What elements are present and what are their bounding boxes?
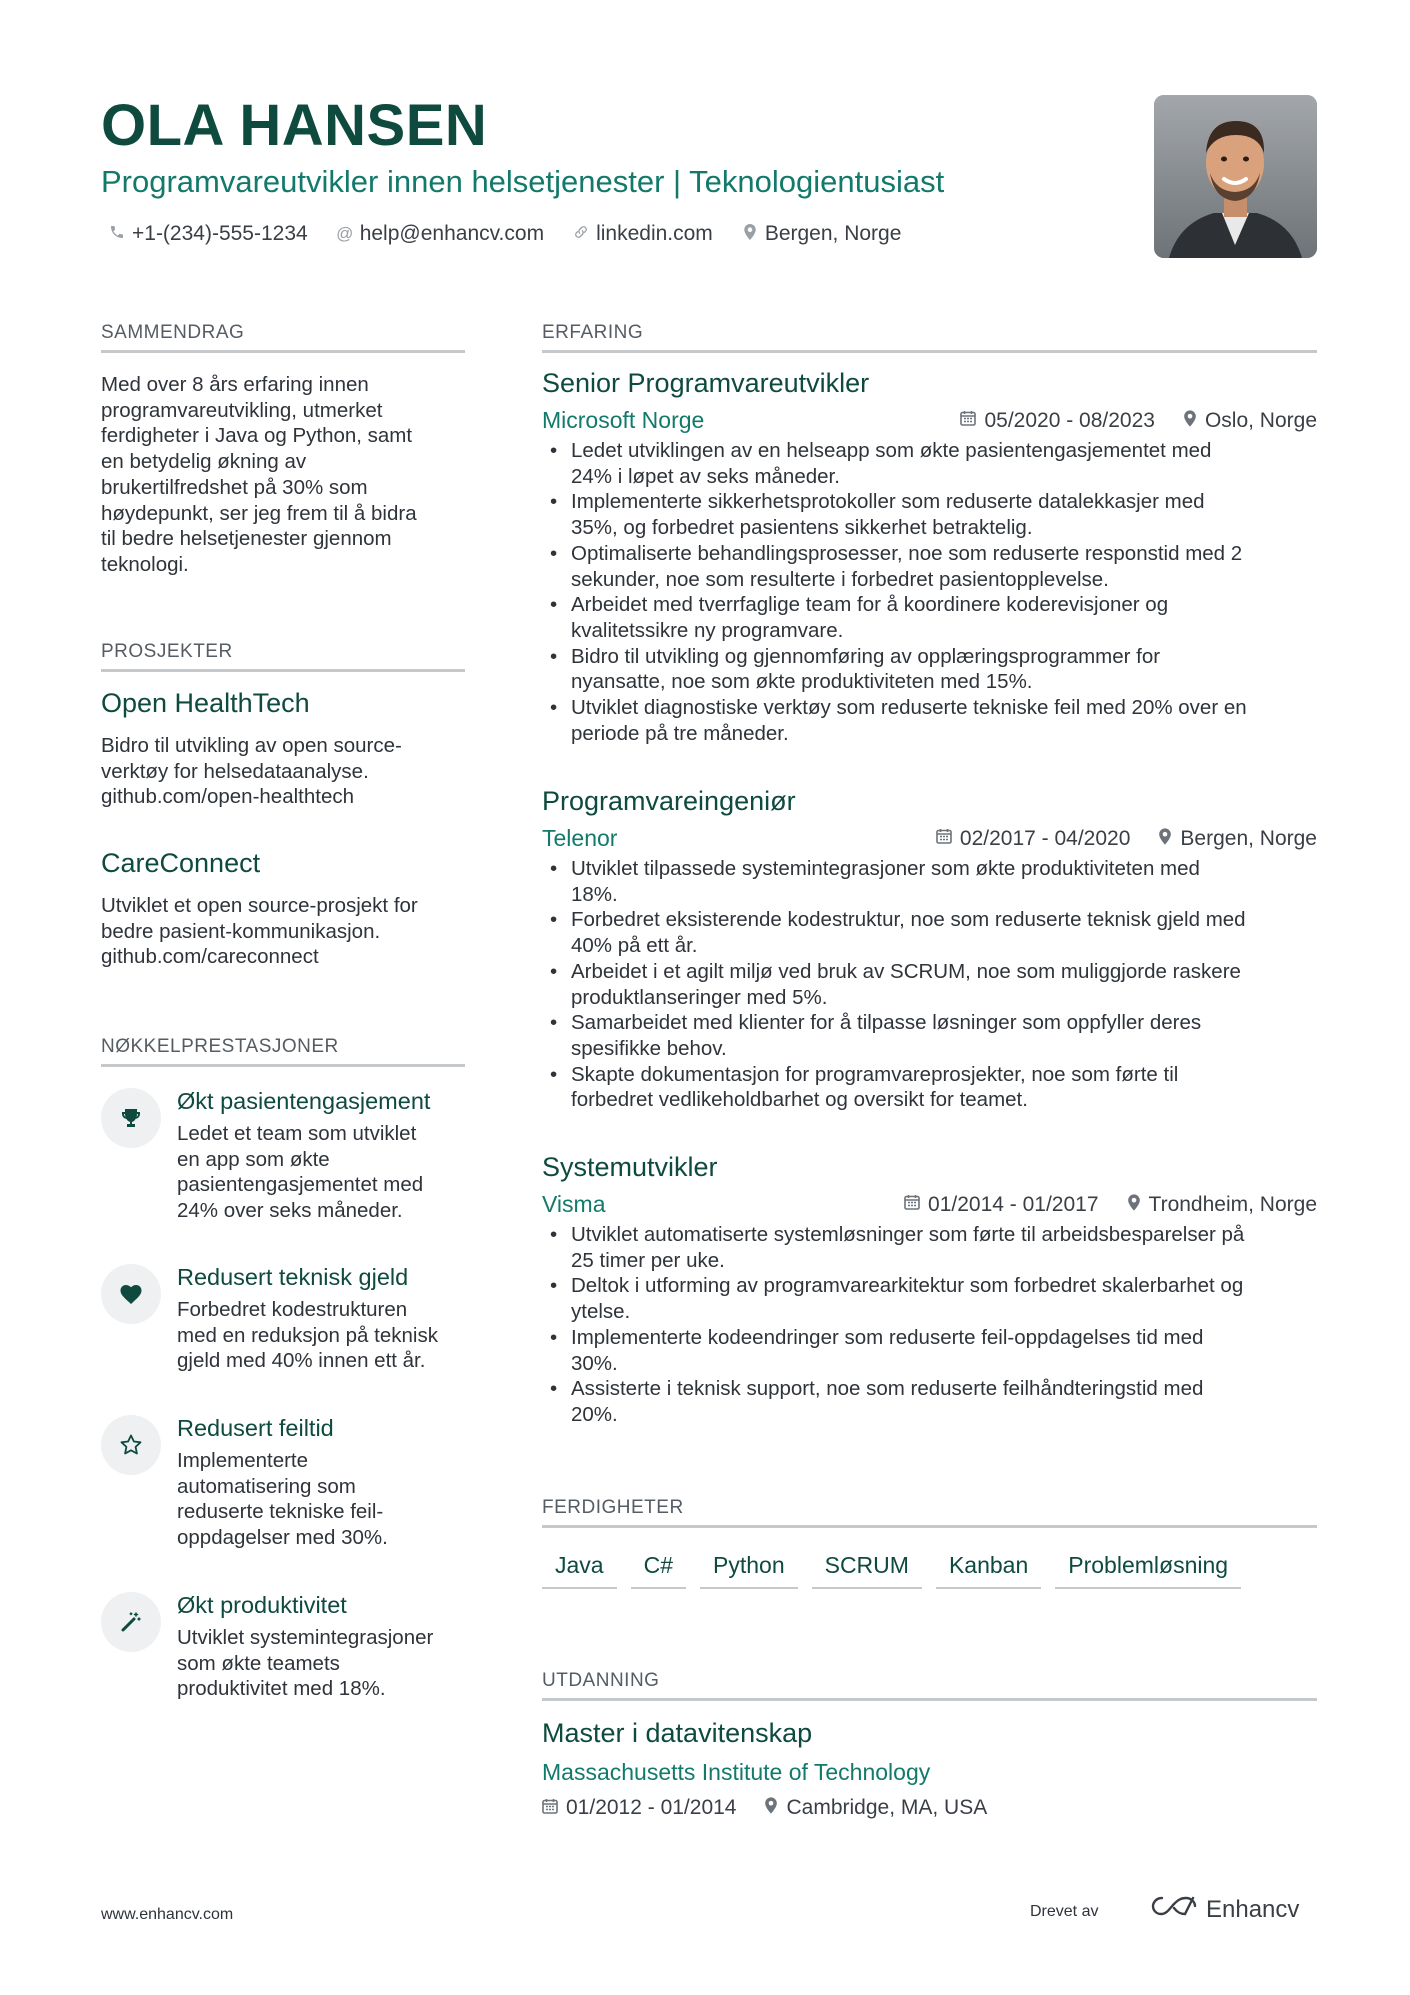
brand-name: Enhancv [1206, 1895, 1300, 1923]
degree-title: Master i datavitenskap [542, 1718, 813, 1748]
contact-location: Bergen, Norge [741, 222, 902, 246]
project-title: Open HealthTech [101, 688, 310, 718]
location-pin-icon [1158, 828, 1172, 850]
list-item: • Utviklet tilpassede systemintegrasjoner som økte produktiviteten med 18%. [542, 856, 1317, 907]
achievement-title: Redusert feiltid [177, 1415, 334, 1441]
company-name: Telenor [542, 825, 618, 851]
location-pin-icon [1127, 1194, 1141, 1216]
contact-email[interactable]: @ help@enhancv.com [336, 222, 545, 245]
skill-tag: Java [542, 1552, 617, 1589]
candidate-headline: Programvareutvikler innen helsetjenester | Teknologientusiast [101, 164, 945, 199]
contact-linkedin[interactable]: linkedin.com [572, 222, 713, 246]
company-name: Microsoft Norge [542, 407, 705, 433]
contact-phone[interactable]: +1-(234)-555-1234 [108, 222, 308, 246]
star-icon [101, 1415, 161, 1475]
list-item: • Arbeidet i et agilt miljø ved bruk av SCRUM, noe som muliggjorde raskere produktlanseringer med 5%. [542, 959, 1317, 1010]
list-item: • Bidro til utvikling og gjennomføring av opplæringsprogrammer for nyansatte, noe som økte produktiviteten med 15%. [542, 644, 1317, 695]
profile-photo [1154, 95, 1317, 258]
location-pin-icon [741, 224, 759, 245]
achievement-item [101, 1264, 471, 1374]
summary-heading: SAMMENDRAG [101, 322, 465, 353]
calendar-icon [960, 410, 976, 431]
company-name: Visma [542, 1191, 606, 1217]
location-pin-icon [1183, 410, 1197, 432]
education-dates: 01/2012 - 01/2014 [542, 1796, 736, 1820]
skill-tag: Kanban [936, 1552, 1041, 1589]
education-heading: UTDANNING [542, 1670, 1317, 1701]
school-name: Massachusetts Institute of Technology [542, 1759, 931, 1785]
list-item: • Utviklet automatiserte systemløsninger som førte til arbeidsbesparelser på 25 timer per uke. [542, 1222, 1317, 1273]
at-icon: @ [336, 224, 354, 243]
candidate-name: OLA HANSEN [101, 93, 488, 158]
education-entry [542, 1718, 1317, 1820]
project-title: CareConnect [101, 848, 261, 878]
skill-tag: SCRUM [812, 1552, 922, 1589]
project-item [101, 848, 465, 970]
list-item: • Samarbeidet med klienter for å tilpasse løsninger som oppfyller deres spesifikke behov. [542, 1010, 1317, 1061]
job-title: Systemutvikler [542, 1152, 718, 1182]
achievement-description: Ledet et team som utviklet en app som økte pasientengasjementet med 24% over seks måneder. [177, 1122, 424, 1223]
magic-wand-icon [101, 1592, 161, 1652]
location-pin-icon [764, 1797, 778, 1819]
footer-brand-logo[interactable] [1150, 1893, 1299, 1926]
phone-icon [108, 224, 126, 245]
education-location: Cambridge, MA, USA [764, 1796, 987, 1820]
achievement-description: Forbedret kodestrukturen med en reduksjon på teknisk gjeld med 40% innen ett år. [177, 1298, 438, 1373]
list-item: • Skapte dokumentasjon for programvareprosjekter, noe som førte til forbedret vedlikeholdbarhet og oversikt for teamet. [542, 1062, 1317, 1113]
job-title: Programvareingeniør [542, 786, 796, 816]
achievement-title: Redusert teknisk gjeld [177, 1264, 409, 1290]
calendar-icon [936, 828, 952, 849]
footer-website-link[interactable]: www.enhancv.com [101, 1906, 234, 1923]
job-entry [542, 368, 1317, 746]
calendar-icon [542, 1798, 558, 1819]
list-item: • Arbeidet med tverrfaglige team for å koordinere koderevisjoner og kvalitetssikre ny programvare. [542, 592, 1317, 643]
achievement-item [101, 1415, 471, 1551]
achievements-heading: NØKKELPRESTASJONER [101, 1036, 465, 1067]
skills-list [542, 1552, 1317, 1589]
list-item: • Forbedret eksisterende kodestruktur, noe som reduserte teknisk gjeld med 40% på ett år. [542, 907, 1317, 958]
achievement-description: Utviklet systemintegrasjoner som økte teamets produktivitet med 18%. [177, 1626, 434, 1701]
job-dates: 05/2020 - 08/2023 [960, 409, 1154, 433]
achievement-title: Økt pasientengasjement [177, 1088, 431, 1114]
job-bullets [542, 1222, 1317, 1428]
achievement-title: Økt produktivitet [177, 1592, 347, 1618]
experience-heading: ERFARING [542, 322, 1317, 353]
trophy-icon [101, 1088, 161, 1148]
achievement-item [101, 1592, 471, 1702]
project-item [101, 688, 465, 810]
job-bullets [542, 438, 1317, 746]
skill-tag: Python [700, 1552, 798, 1589]
list-item: • Deltok i utforming av programvarearkitektur som forbedret skalerbarhet og ytelse. [542, 1273, 1317, 1324]
heart-icon [101, 1264, 161, 1324]
job-bullets [542, 856, 1317, 1113]
job-entry [542, 1152, 1317, 1428]
job-dates: 02/2017 - 04/2020 [936, 827, 1130, 851]
link-icon [572, 224, 590, 245]
achievement-description: Implementerte automatisering som reduserte tekniske feil- oppdagelser med 30%. [177, 1449, 388, 1550]
project-description: Utviklet et open source-prosjekt for bedre pasient-kommunikasjon. github.com/careconnect [101, 894, 418, 969]
achievement-item [101, 1088, 471, 1224]
skills-heading: FERDIGHETER [542, 1497, 1317, 1528]
list-item: • Utviklet diagnostiske verktøy som reduserte tekniske feil med 20% over en periode på tre måneder. [542, 695, 1317, 746]
project-description: Bidro til utvikling av open source- verktøy for helsedataanalyse. github.com/open-healthtech [101, 734, 402, 809]
footer-powered-by: Drevet av [1030, 1903, 1099, 1920]
job-entry [542, 786, 1317, 1113]
job-dates: 01/2014 - 01/2017 [904, 1193, 1098, 1217]
list-item: • Implementerte sikkerhetsprotokoller som reduserte datalekkasjer med 35%, og forbedret pasientens sikkerhet betraktelig. [542, 489, 1317, 540]
list-item: • Ledet utviklingen av en helseapp som økte pasientengasjementet med 24% i løpet av seks måneder. [542, 438, 1317, 489]
skill-tag: Problemløsning [1055, 1552, 1241, 1589]
projects-heading: PROSJEKTER [101, 641, 465, 672]
calendar-icon [904, 1194, 920, 1215]
job-location: Trondheim, Norge [1127, 1193, 1317, 1217]
enhancv-logo-icon [1150, 1893, 1198, 1926]
job-location: Oslo, Norge [1183, 409, 1317, 433]
contact-list [108, 222, 901, 246]
summary-text: Med over 8 års erfaring innen programvareutvikling, utmerket ferdigheter i Java og Python, samt en betydelig økning av brukertilfredshet på 30% som høydepunkt, ser jeg frem til å bidra til bedre helsetjenester gjennom teknologi. [101, 373, 417, 576]
skill-tag: C# [631, 1552, 686, 1589]
list-item: • Assisterte i teknisk support, noe som reduserte feilhåndteringstid med 20%. [542, 1376, 1317, 1427]
job-title: Senior Programvareutvikler [542, 368, 870, 398]
job-location: Bergen, Norge [1158, 827, 1317, 851]
list-item: • Optimaliserte behandlingsprosesser, noe som reduserte responstid med 2 sekunder, noe som resulterte i forbedret pasientopplevelse. [542, 541, 1317, 592]
list-item: • Implementerte kodeendringer som reduserte feil-oppdagelses tid med 30%. [542, 1325, 1317, 1376]
